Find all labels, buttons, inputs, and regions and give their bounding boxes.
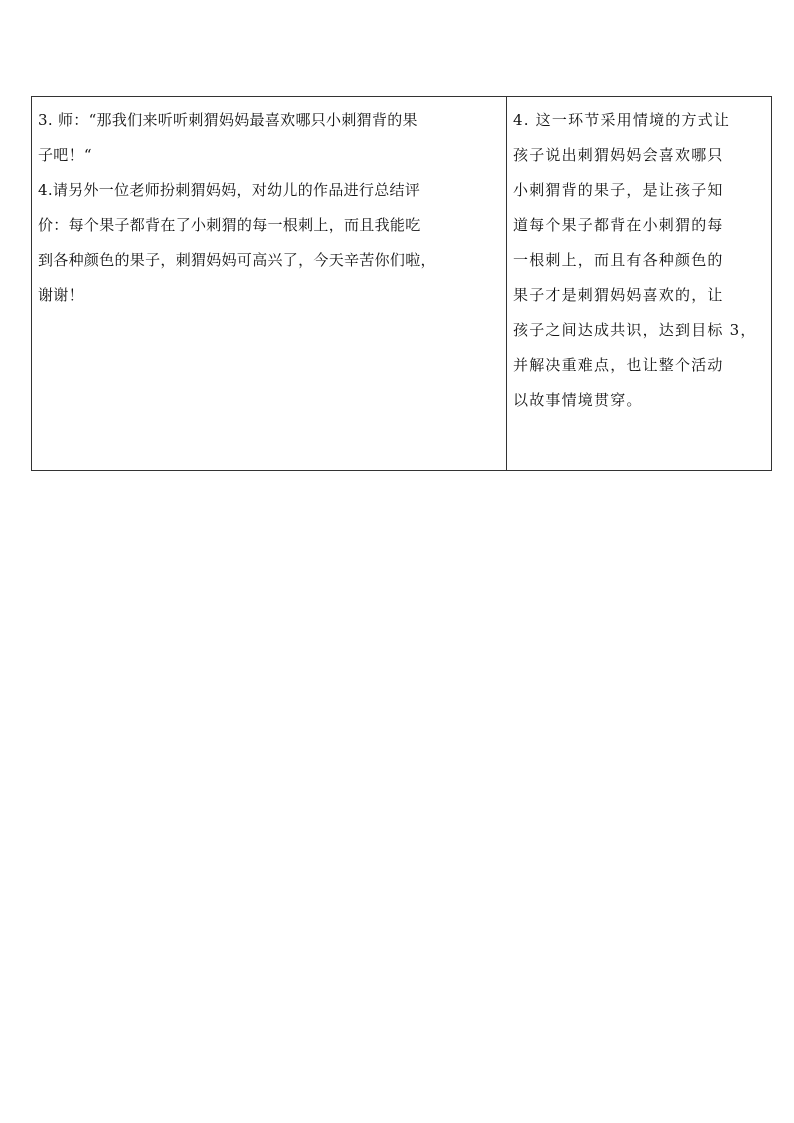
- step-3-paragraph: 3. 师：“那我们来听听刺猬妈妈最喜欢哪只小刺猬背的果 子吧！“: [38, 111, 418, 164]
- lesson-plan-table: [31, 96, 772, 471]
- step-4-paragraph: 4.请另外一位老师扮刺猬妈妈，对幼儿的作品进行总结评 价：每个果子都背在了小刺猬的每一根刺上，而且我能吃 到各种颜色的果子，刺猬妈妈可高兴了，今天辛苦你们啦， 谢谢！: [38, 181, 436, 304]
- design-rationale-cell: [507, 97, 772, 471]
- activity-steps-cell: [32, 97, 507, 471]
- table-row: [32, 97, 772, 471]
- rationale-paragraph: 4. 这一环节采用情境的方式让 孩子说出刺猬妈妈会喜欢哪只 小刺猬背的果子，是让孩子知 道每个果子都背在小刺猬的每 一根刺上，而且有各种颜色的 果子才是刺猬妈妈喜欢的，让 孩子之间达成共识，达到目标 3， 并解决重难点，也让整个活动 以故事情境贯穿。: [513, 111, 757, 409]
